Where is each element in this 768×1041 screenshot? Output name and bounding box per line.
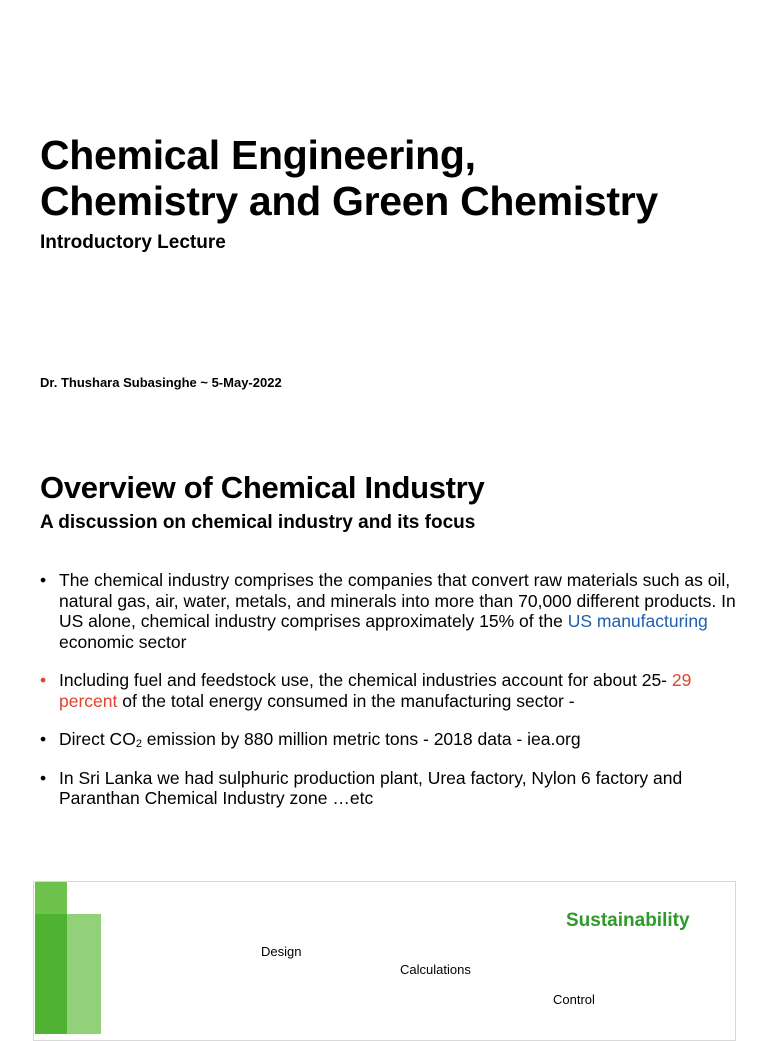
bullet-text-end: of the total energy consumed in the manufacturing sector - — [117, 690, 575, 711]
slide3-frame — [33, 881, 736, 1041]
slide2-subheading: A discussion on chemical industry and its focus — [40, 512, 476, 533]
bullet-text: In Sri Lanka we had sulphuric production plant, Urea factory, Nylon 6 factory and Paranthan Chemical Industry zone …etc — [59, 767, 683, 808]
control-label: Control — [553, 992, 595, 1007]
design-label: Design — [261, 944, 302, 959]
slide1-subtitle: Introductory Lecture — [40, 232, 226, 253]
highlight-29-percent: 29 percent — [59, 670, 692, 711]
bullet-marker: • — [40, 729, 47, 749]
us-manufacturing-link[interactable]: US manufacturing — [567, 611, 708, 631]
title-line-2: Chemistry and Green Chemistry — [40, 178, 658, 224]
bullet-text: Direct CO — [59, 729, 136, 749]
bullet-text-end: emission by 880 million metric tons - 2018 data - iea.org — [141, 729, 581, 749]
slide1-title — [40, 132, 760, 224]
bullet-marker: • — [40, 767, 47, 788]
calculations-label: Calculations — [400, 962, 471, 977]
bullet-item-2 — [40, 670, 740, 711]
bullet-text: The chemical industry comprises the companies that convert raw materials such as oil, natural gas, air, water, metals, and minerals into more than 70,000 different products. In US alone, chemical industry comprises approximately 15% of the — [59, 570, 736, 631]
bullet-text-end: economic sector — [59, 631, 187, 652]
author-date: Dr. Thushara Subasinghe ~ 5-May-2022 — [40, 375, 282, 390]
bullet-text: Including fuel and feedstock use, the chemical industries account for about 25- — [59, 670, 672, 690]
title-line-1: Chemical Engineering, — [40, 132, 476, 178]
bullet-list — [40, 570, 740, 827]
bullet-marker: • — [40, 570, 47, 590]
bullet-marker: • — [40, 670, 47, 690]
co2-subscript: 2 — [135, 738, 142, 750]
slide2-heading: Overview of Chemical Industry — [40, 470, 485, 505]
light-green-bar-decoration — [67, 914, 101, 1034]
bullet-item-3 — [40, 729, 740, 750]
bullet-item-1 — [40, 570, 740, 652]
bullet-item-4 — [40, 768, 740, 809]
dark-green-bar-decoration — [35, 914, 67, 1034]
sustainability-heading: Sustainability — [566, 910, 690, 931]
